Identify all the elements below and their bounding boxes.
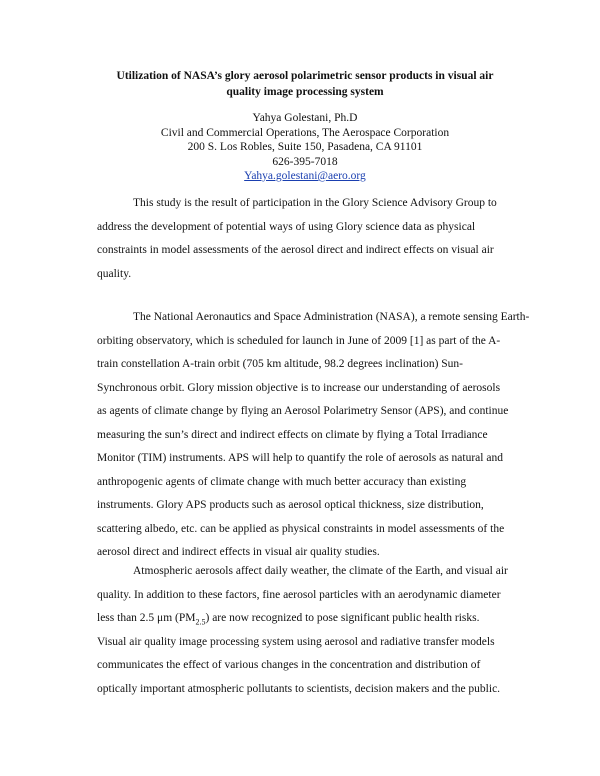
- paragraph-1-line: constraints in model assessments of the aerosol direct and indirect effects on visual air: [97, 244, 494, 256]
- pm-subscript: 2.5: [195, 617, 206, 627]
- paragraph-2-line: Monitor (TIM) instruments. APS will help to quantify the role of aerosols as natural and: [97, 452, 503, 464]
- paragraph-2-line: The National Aeronautics and Space Administration (NASA), a remote sensing Earth-: [133, 311, 530, 323]
- paragraph-1-line: address the development of potential ways of using Glory science data as physical: [97, 220, 476, 233]
- paragraph-2-line: anthropogenic agents of climate change with much better accuracy than existing: [97, 475, 467, 488]
- paragraph-3-line: Atmospheric aerosols affect daily weather, the climate of the Earth, and visual air: [133, 565, 508, 577]
- paragraph-3-line: quality. In addition to these factors, fine aerosol particles with an aerodynamic diameter: [97, 588, 501, 601]
- paragraph-2-line: aerosol direct and indirect effects in visual air quality studies.: [97, 546, 380, 558]
- paragraph-3-line: [97, 607, 513, 631]
- pm-text-before: less than 2.5 μm (PM: [97, 612, 196, 624]
- paragraph-3: [97, 560, 513, 701]
- author-block: [100, 111, 510, 184]
- paper-title: [95, 68, 515, 100]
- paragraph-3-line: optically important atmospheric pollutants to scientists, decision makers and the public.: [97, 682, 501, 695]
- paragraph-2: [97, 306, 530, 565]
- paragraph-2-line: train constellation A-train orbit (705 km altitude, 98.2 degrees inclination) Sun-: [97, 358, 464, 370]
- author-affiliation: Civil and Commercial Operations, The Aerospace Corporation: [160, 126, 450, 139]
- paragraph-2-line: Synchronous orbit. Glory mission objective is to increase our understanding of aerosols: [97, 381, 501, 394]
- title-line-2: quality image processing system: [226, 86, 384, 98]
- paragraph-1-line: This study is the result of participation in the Glory Science Advisory Group to: [133, 197, 497, 209]
- paragraph-1-line: quality.: [97, 267, 132, 280]
- paragraph-3-line: communicates the effect of various changes in the concentration and distribution of: [97, 659, 481, 671]
- paragraph-3-line: Visual air quality image processing system using aerosol and radiative transfer models: [97, 635, 495, 648]
- paragraph-2-line: measuring the sun’s direct and indirect effects on climate by flying a Total Irradiance: [97, 428, 488, 441]
- author-address: 200 S. Los Robles, Suite 150, Pasadena, CA 91101: [187, 141, 423, 153]
- author-name: Yahya Golestani, Ph.D: [252, 112, 358, 124]
- pm-text-after: ) are now recognized to pose significant public health risks.: [205, 612, 480, 624]
- paragraph-2-line: instruments. Glory APS products such as aerosol optical thickness, size distribution,: [97, 499, 484, 511]
- paragraph-2-line: scattering albedo, etc. can be applied as physical constraints in model assessments of the: [97, 522, 505, 535]
- author-email-link[interactable]: Yahya.golestani@aero.org: [244, 170, 366, 182]
- paragraph-2-line: as agents of climate change by flying an Aerosol Polarimetry Sensor (APS), and continue: [97, 405, 509, 417]
- title-line-1: Utilization of NASA’s glory aerosol polarimetric sensor products in visual air: [116, 70, 494, 82]
- author-phone: 626-395-7018: [272, 155, 338, 168]
- paragraph-2-line: orbiting observatory, which is scheduled for launch in June of 2009 [1] as part of the A-: [97, 334, 501, 347]
- paragraph-1: [97, 192, 513, 286]
